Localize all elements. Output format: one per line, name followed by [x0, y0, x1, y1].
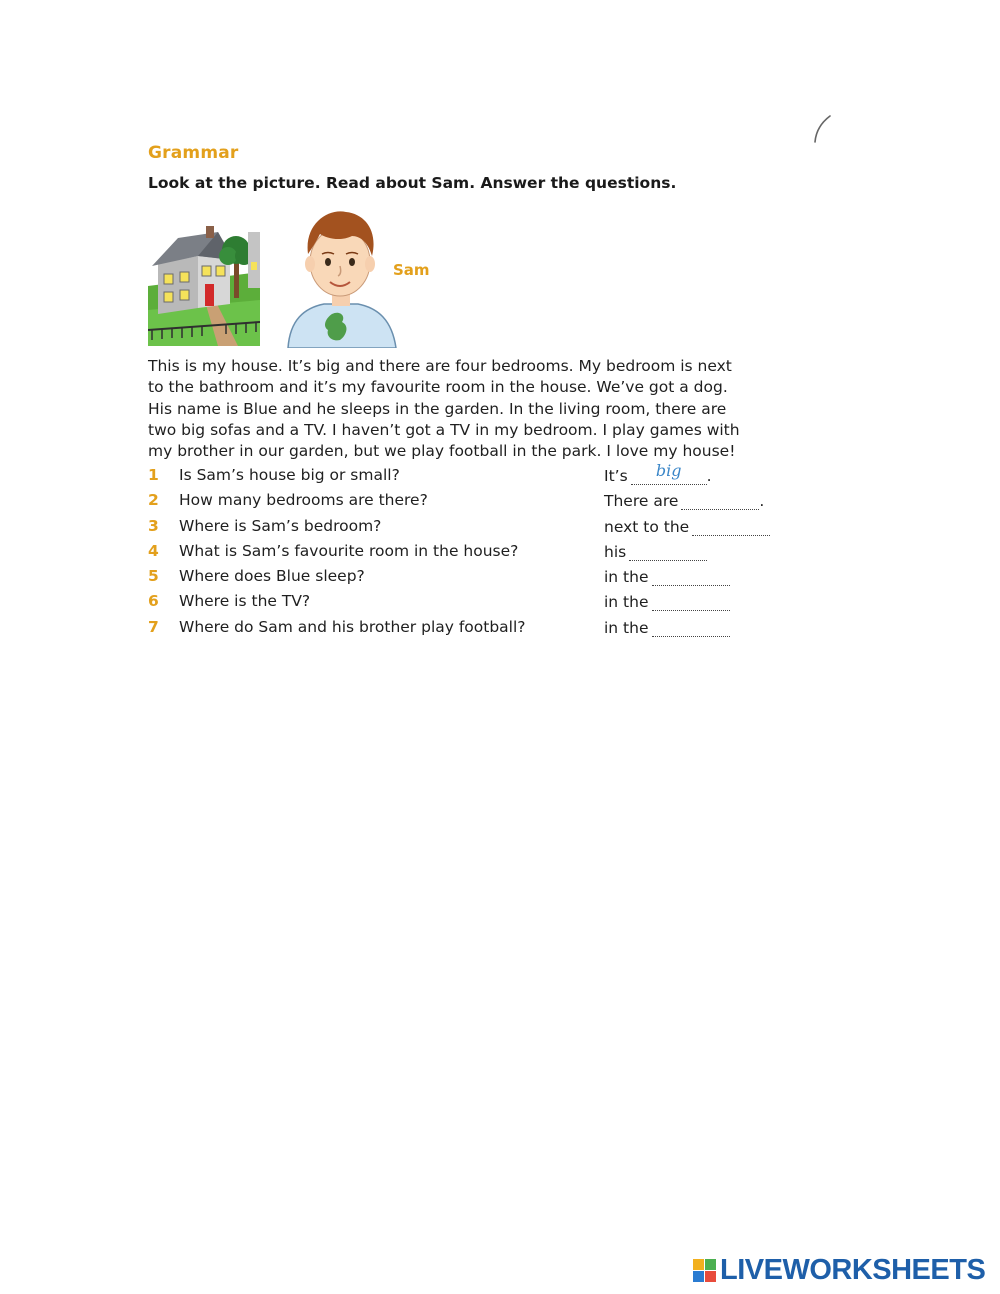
answer-line — [604, 618, 730, 637]
question-row — [148, 618, 788, 643]
question-number: 3 — [148, 516, 159, 535]
logo-square — [705, 1271, 716, 1282]
answer-blank[interactable] — [629, 542, 707, 561]
answer-blank[interactable] — [692, 517, 770, 536]
question-row — [148, 461, 788, 491]
section-title: Grammar — [148, 143, 239, 163]
answer-line — [604, 542, 707, 561]
question-text: What is Sam’s favourite room in the house? — [179, 541, 519, 560]
question-row — [148, 567, 788, 592]
question-text: Is Sam’s house big or small? — [179, 466, 400, 484]
question-row — [148, 542, 788, 567]
paragraph-line: my brother in our garden, but we play football in the park. I love my house! — [148, 442, 736, 461]
liveworksheets-logo — [693, 1252, 985, 1288]
answer-blank[interactable] — [652, 618, 730, 637]
logo-square — [705, 1259, 716, 1270]
logo-square — [693, 1271, 704, 1282]
sam-label: Sam — [393, 261, 430, 279]
question-text: How many bedrooms are there? — [179, 491, 428, 510]
question-list — [148, 461, 788, 643]
paragraph-line: This is my house. It’s big and there are four bedrooms. My bedroom is next — [148, 357, 732, 375]
answer-suffix: . — [759, 492, 765, 511]
reading-paragraph — [148, 356, 768, 462]
paragraph-line: to the bathroom and it’s my favourite room in the house. We’ve got a dog. — [148, 378, 728, 397]
question-number: 5 — [148, 567, 159, 586]
answer-prefix: his — [604, 542, 627, 561]
question-text: Where do Sam and his brother play football? — [179, 617, 526, 636]
answer-blank[interactable] — [681, 491, 759, 510]
answer-blank[interactable] — [631, 461, 707, 485]
answer-prefix: in the — [604, 593, 649, 612]
answer-line — [604, 491, 764, 510]
question-number: 2 — [148, 491, 159, 510]
question-number: 7 — [148, 617, 159, 636]
answer-line — [604, 517, 770, 536]
logo-square — [693, 1259, 704, 1270]
logo-squares-icon — [693, 1259, 716, 1282]
answer-line — [604, 567, 730, 586]
question-row — [148, 517, 788, 542]
answer-prefix: in the — [604, 568, 649, 587]
question-number: 6 — [148, 592, 159, 611]
question-row — [148, 592, 788, 617]
answer-value: big — [655, 461, 682, 480]
instruction-text: Look at the picture. Read about Sam. Answer the questions. — [148, 174, 677, 192]
answer-blank[interactable] — [652, 592, 730, 611]
question-number: 4 — [148, 541, 159, 560]
paragraph-line: His name is Blue and he sleeps in the garden. In the living room, there are — [148, 399, 727, 418]
paragraph-line: two big sofas and a TV. I haven’t got a TV in my bedroom. I play games with — [148, 420, 740, 439]
question-text: Where does Blue sleep? — [179, 567, 365, 586]
answer-prefix: in the — [604, 618, 649, 637]
question-text: Where is the TV? — [179, 592, 311, 611]
question-number: 1 — [148, 466, 159, 484]
answer-blank[interactable] — [652, 567, 730, 586]
question-text: Where is Sam’s bedroom? — [179, 516, 382, 535]
boy-illustration — [280, 202, 400, 348]
house-illustration — [148, 222, 260, 346]
answer-prefix: There are — [604, 492, 679, 511]
answer-line — [604, 461, 712, 485]
answer-line — [604, 592, 730, 611]
answer-suffix: . — [706, 467, 712, 485]
pen-mark-icon — [806, 112, 836, 148]
answer-prefix: next to the — [604, 517, 690, 536]
question-row — [148, 491, 788, 516]
answer-prefix: It’s — [604, 467, 628, 485]
logo-text: LIVEWORKSHEETS — [720, 1253, 986, 1286]
